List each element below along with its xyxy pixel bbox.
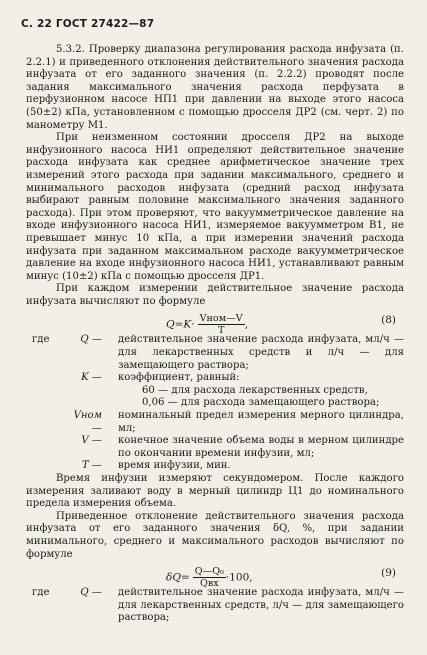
formula-8-lhs: Q=K·: [166, 318, 195, 331]
where-symbol: K —: [81, 372, 102, 384]
paragraph-5-3-2: 5.3.2. Проверку диапазона регулирования расхода инфузата (п. 2.2.1) и приведенного отклонения действительного значения расхода инфузата от его заданного значения (п. 2.2.2) проводят после задания максимального значения расхода перфузата в перфузионном насосе НП1 при давлении на выходе этого насоса (50±2) кПа, установленном с помощью дросселя ДР2 (см. черт. 2) по манометру М1.: [26, 44, 404, 131]
formula-9: [26, 561, 404, 590]
formula-8: [26, 308, 404, 337]
formula-9-denominator: Qвх: [199, 578, 219, 590]
paragraph-formula-intro: При каждом измерении действительное значение расхода инфузата вычисляют по формуле: [26, 283, 404, 307]
formula-8-denominator: T: [217, 325, 225, 337]
where-label: где: [32, 587, 50, 599]
where-row: [26, 334, 404, 372]
page-header: С. 22 ГОСТ 27422—87: [21, 18, 155, 30]
formula-9-fraction: [193, 566, 226, 589]
formula-8-number: (8): [381, 314, 396, 327]
where-row: [26, 372, 404, 385]
where-text: время инфузии, мин.: [118, 460, 231, 472]
where-symbol: Q —: [80, 334, 102, 346]
where-row: [26, 435, 404, 460]
paragraph-deviation: Приведенное отклонение действительного значения расхода инфузата от его заданного значения δQ, %, при задании минимального, среднего и максимального расходов вычисляют по формуле: [26, 510, 404, 560]
formula-9-tail: ·100,: [225, 571, 253, 584]
where-text: действительное значение расхода инфузата, мл/ч — для лекарственных средств и л/ч — для замещающего раствора;: [118, 334, 404, 371]
where-text: номинальный предел измерения мерного цилиндра, мл;: [118, 410, 404, 434]
where-row: [26, 460, 404, 473]
where-symbol: Vном —: [73, 410, 102, 434]
where-text: действительное значение расхода инфузата, мл/ч — для лекарственных средств, л/ч — для замещающего раствора;: [118, 587, 404, 624]
paragraph-infusion-time: Время инфузии измеряют секундомером. После каждого измерения заливают воду в мерный цилиндр Ц1 до номинального предела измерения объема.: [26, 473, 404, 510]
document-body: [26, 44, 404, 625]
where-symbol: Q —: [80, 587, 102, 599]
formula-9-number: (9): [381, 567, 396, 580]
where-row: [26, 397, 404, 410]
where-row: [26, 410, 404, 435]
where-symbol: T —: [81, 460, 102, 472]
formula-9-lhs: δQ=: [166, 571, 190, 584]
where-text: 60 — для расхода лекарственных средств,: [142, 384, 368, 396]
where-block-8: [26, 334, 404, 473]
formula-8-tail: ,: [244, 318, 249, 331]
where-text: конечное значение объема воды в мерном цилиндре по окончании времени инфузии, мл;: [118, 435, 404, 459]
where-block-9: [26, 587, 404, 625]
where-row: [26, 587, 404, 625]
where-text: коэффициент, равный:: [118, 372, 240, 384]
where-symbol: V —: [81, 435, 102, 447]
where-row: [26, 385, 404, 398]
formula-8-numerator: Vном—V: [199, 313, 243, 325]
where-text: 0,06 — для расхода замещающего раствора;: [142, 397, 380, 409]
paragraph-choke-state: При неизменном состоянии дросселя ДР2 на выходе инфузионного насоса НИ1 определяют действительное значение расхода инфузата как среднее арифметическое значение трех измерений этого расхода при задании максимального, среднего и минимального расходов инфузата (средний расход инфузата выбирают равным половине максимального значения заданного расхода). При этом проверяют, что вакуумметрическое давление на входе инфузионного насоса НИ1, измеряемое вакуумметром В1, не превышает минус 10 кПа, а при измерении значений расхода инфузата при заданном максимальном расходе вакуумметрическое давление на входе инфузионного насоса НИ1, устанавливают равным минус (10±2) кПа с помощью дросселя ДР1.: [26, 132, 404, 282]
where-label: где: [32, 334, 50, 346]
formula-9-numerator: Q—Q₀: [194, 566, 224, 578]
